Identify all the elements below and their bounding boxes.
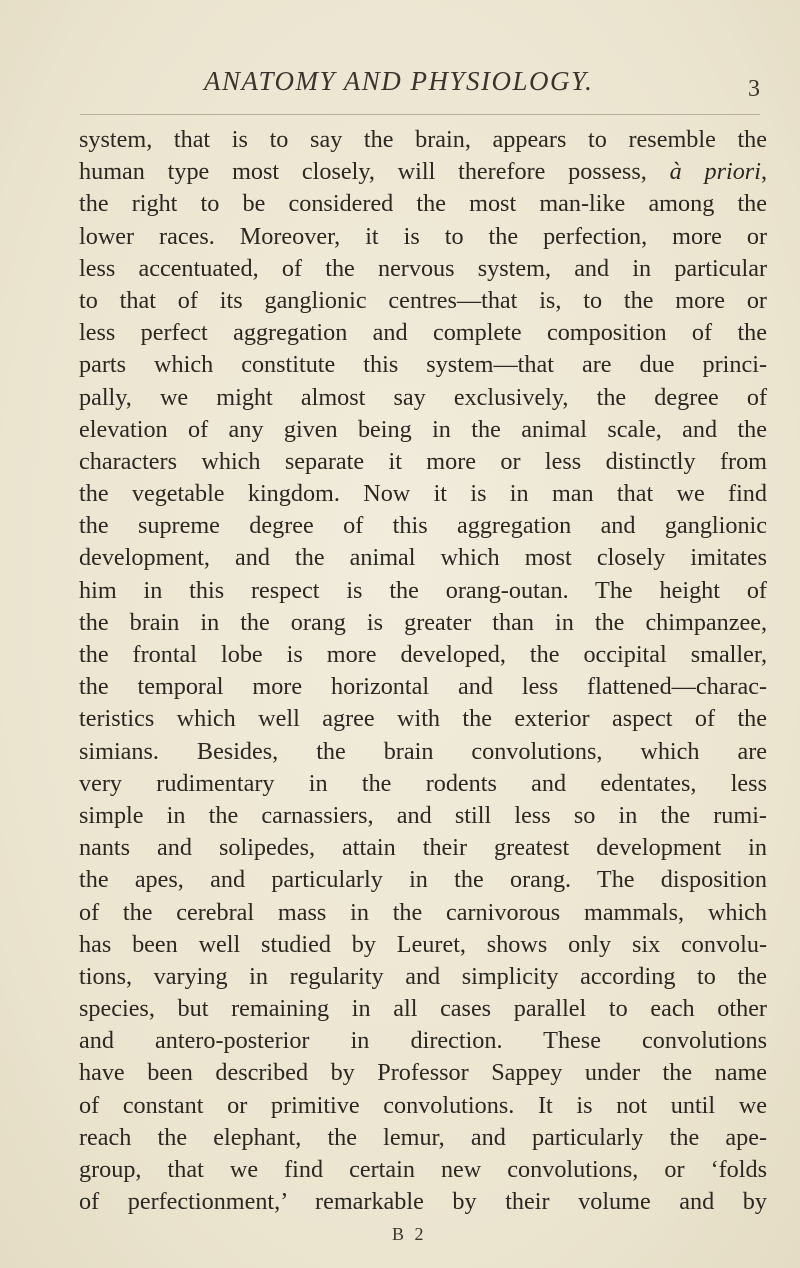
text-line: the apes, and particularly in the orang. The disposition	[79, 866, 767, 894]
text-line: tions, varying in regularity and simplicity according to the	[79, 962, 767, 990]
text-line: of perfectionment,’ remarkable by their volume and by	[79, 1188, 767, 1216]
text-line: and antero-posterior in direction. These convolutions	[79, 1027, 767, 1055]
text-line: have been described by Professor Sappey under the name	[79, 1059, 767, 1087]
text-line: less perfect aggregation and complete composition of the	[79, 319, 767, 347]
text-line: the temporal more horizontal and less flattened—charac-	[79, 673, 767, 701]
running-title: ANATOMY AND PHYSIOLOGY.	[204, 66, 594, 96]
page-number: 3	[748, 76, 760, 102]
text-line: him in this respect is the orang-outan. The height of	[79, 576, 767, 604]
text-line: parts which constitute this system—that are due princi-	[79, 351, 767, 379]
text-line: to that of its ganglionic centres—that is, to the more or	[79, 286, 767, 314]
text-line: nants and solipedes, attain their greatest development in	[79, 834, 767, 862]
text-line: of the cerebral mass in the carnivorous mammals, which	[79, 898, 767, 926]
header-rule	[80, 114, 760, 115]
text-line: group, that we find certain new convolutions, or ‘folds	[79, 1156, 767, 1183]
text-line: the frontal lobe is more developed, the occipital smaller,	[79, 641, 767, 668]
text-line: the brain in the orang is greater than in the chimpanzee,	[79, 608, 767, 636]
text-line: human type most closely, will therefore possess, à priori,	[79, 158, 767, 186]
text-line: pally, we might almost say exclusively, the degree of	[79, 383, 767, 411]
italic-phrase: à priori	[669, 158, 761, 186]
text-line: teristics which well agree with the exterior aspect of the	[79, 705, 767, 733]
text-line: the vegetable kingdom. Now it is in man that we find	[79, 480, 767, 508]
text-line: very rudimentary in the rodents and edentates, less	[79, 769, 767, 797]
text-line: the supreme degree of this aggregation and ganglionic	[79, 512, 767, 540]
text-line: lower races. Moreover, it is to the perfection, more or	[79, 222, 767, 250]
text-line: the right to be considered the most man-like among the	[79, 190, 767, 218]
running-head	[80, 66, 780, 100]
text-line: characters which separate it more or less distinctly from	[79, 447, 767, 475]
text-line: reach the elephant, the lemur, and particularly the ape-	[79, 1123, 767, 1151]
text-line: elevation of any given being in the animal scale, and the	[79, 415, 767, 443]
text-line: species, but remaining in all cases parallel to each other	[79, 995, 767, 1023]
text-line: less accentuated, of the nervous system, and in particular	[79, 254, 767, 282]
body-text	[79, 124, 767, 1218]
text-line: has been well studied by Leuret, shows only six convolu-	[79, 930, 767, 958]
text-line: simple in the carnassiers, and still less so in the rumi-	[79, 801, 767, 829]
text-line: system, that is to say the brain, appears to resemble the	[79, 126, 767, 153]
text-line: simians. Besides, the brain convolutions, which are	[79, 737, 767, 765]
text-line: of constant or primitive convolutions. It is not until we	[79, 1091, 767, 1119]
signature-mark: B 2	[392, 1224, 427, 1244]
text-line: development, and the animal which most closely imitates	[79, 544, 767, 572]
